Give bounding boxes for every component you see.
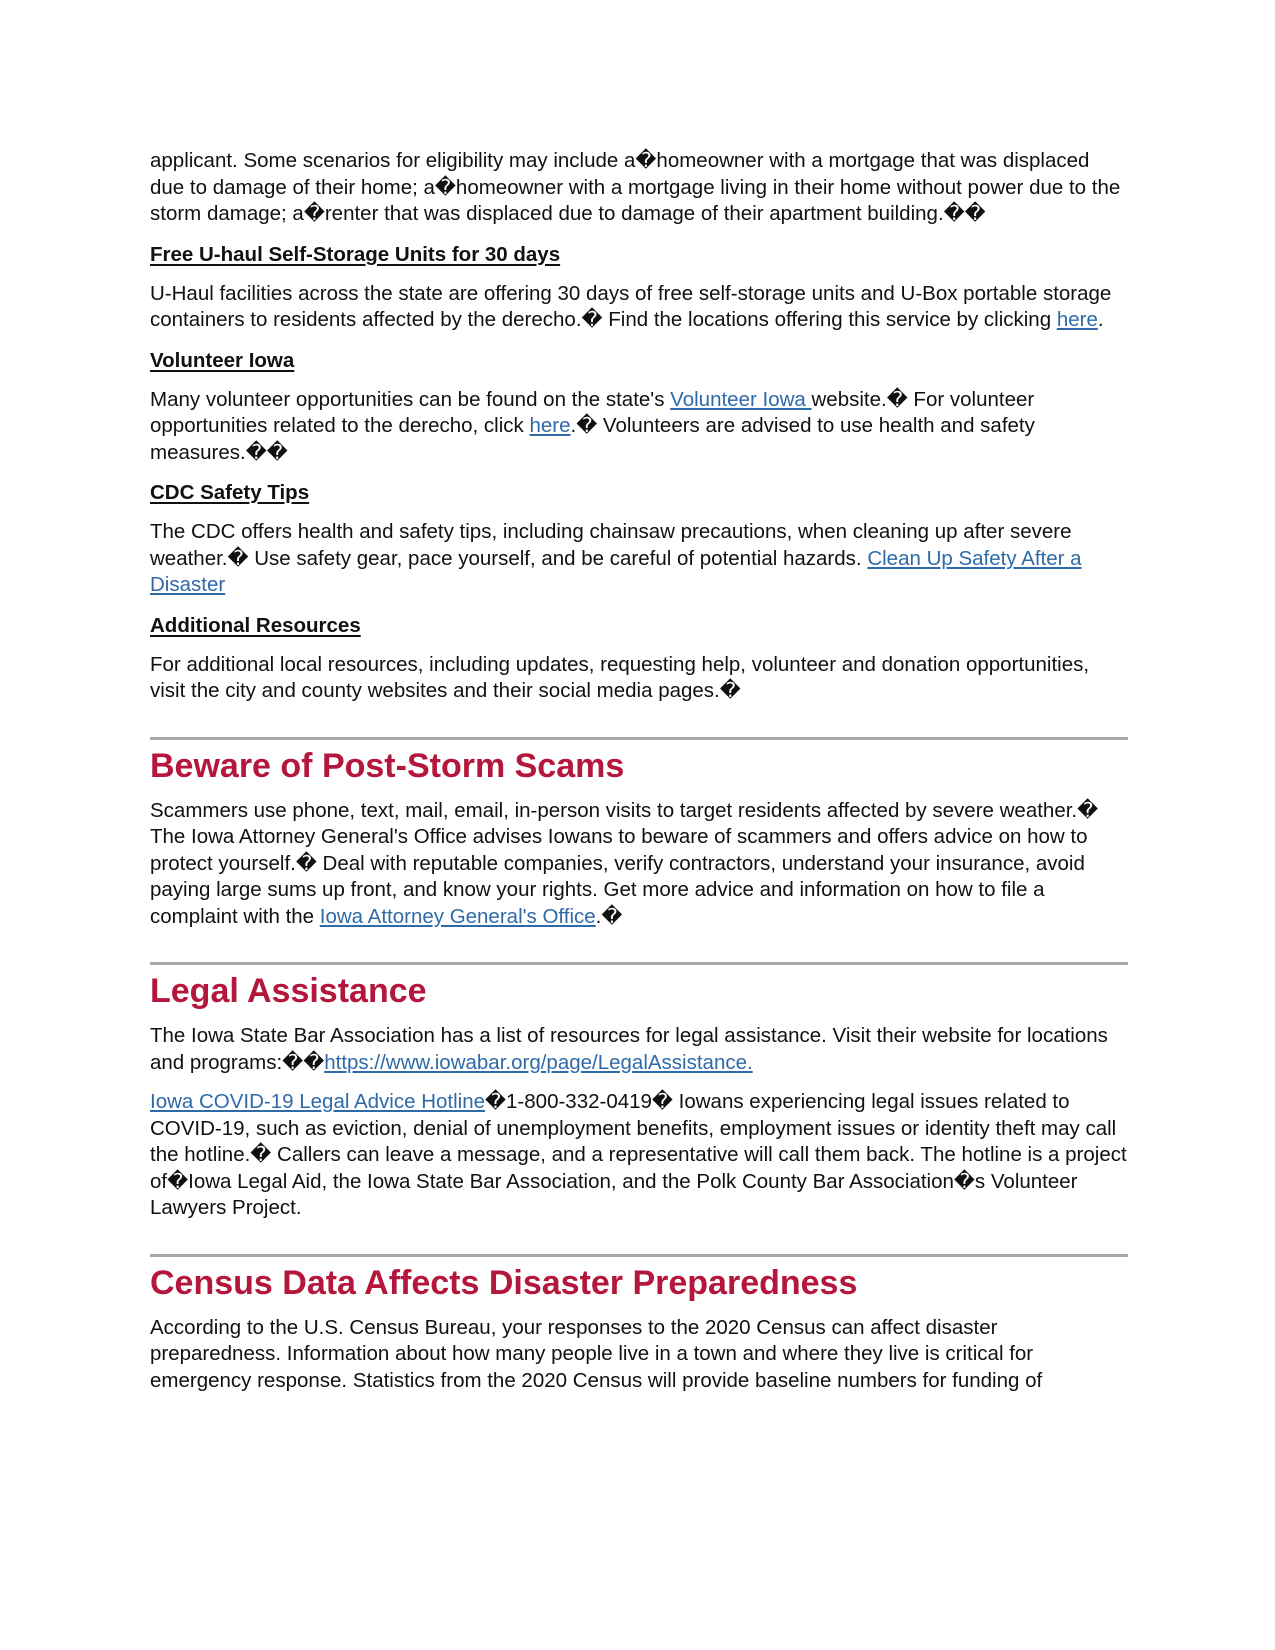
scams-text-end: .� [595,904,623,928]
legal-paragraph-2 [150,1089,1128,1222]
uhaul-here-link[interactable]: here [1056,308,1098,331]
volunteer-subheading: Volunteer Iowa [150,348,295,372]
volunteer-iowa-link[interactable]: Volunteer Iowa [670,387,812,411]
volunteer-paragraph [150,387,1128,467]
clean-up-safety-link[interactable]: Clean Up Safety After a Disaster [150,546,1082,596]
volunteer-text-1: Many volunteer opportunities can be found on the state's [150,387,671,411]
newsletter-page [150,148,1128,1394]
scams-paragraph [150,798,1128,931]
uhaul-paragraph [150,281,1128,334]
volunteer-text-3: .� Volunteers are advised to use health and safety measures.�� [150,414,1035,464]
covid-hotline-link[interactable]: Iowa COVID-19 Legal Advice Hotline [150,1090,486,1113]
legal-text-1: The Iowa State Bar Association has a list of resources for legal assistance. Visit their website for locations and programs:�� [150,1024,1108,1074]
legal-heading: Legal Assistance [150,972,427,1010]
volunteer-here-link[interactable]: here [529,414,571,437]
uhaul-text: U-Haul facilities across the state are offering 30 days of free self-storage units and U-Box portable storage containers to residents affected by the derecho.� Find the locations offering this service by clicking [150,281,1112,331]
intro-paragraph: applicant. Some scenarios for eligibility may include a�homeowner with a mortgage that was displaced due to damage of their home; a�homeowner with a mortgage living in their home without power due to the storm damage; a�renter that was displaced due to damage of their apartment building.�� [150,149,1121,225]
volunteer-text-2: website.� For volunteer opportunities related to the derecho, click [150,387,1035,437]
cdc-subheading: CDC Safety Tips [150,481,310,504]
scams-text: Scammers use phone, text, mail, email, in-person visits to target residents affected by severe weather.� The Iowa Attorney General's Office advises Iowans to beware of scammers and offers advice on how to protect yourself.� Deal with reputable companies, verify contractors, understand your insurance, avoid paying large sums up front, and know your rights. Get more advice and information on how to file a complaint with the [150,798,1099,928]
uhaul-subheading: Free U-haul Self-Storage Units for 30 days [150,242,561,266]
cdc-text: The CDC offers health and safety tips, including chainsaw precautions, when cleaning up after severe weather.� Use safety gear, pace yourself, and be careful of potential hazards. [150,520,1072,570]
census-paragraph: According to the U.S. Census Bureau, your responses to the 2020 Census can affect disaster preparedness. Information about how many people live in a town and where they live is critical for emergency response. Statistics from the 2020 Census will provide baseline numbers for funding of [150,1315,1043,1392]
scams-heading: Beware of Post-Storm Scams [150,746,625,785]
additional-paragraph: For additional local resources, including updates, requesting help, volunteer and donation opportunities, visit the city and county websites and their social media pages.� [150,652,1090,702]
legal-text-2: �1-800-332-0419� Iowans experiencing legal issues related to COVID-19, such as eviction, denial of unemployment benefits, employment issues or identity theft may call the hotline.� Callers can leave a message, and a representative will call them back. The hotline is a project of�Iowa Legal Aid, the Iowa State Bar Association, and the Polk County Bar Association�s Volunteer Lawyers Project. [150,1090,1127,1219]
attorney-general-link[interactable]: Iowa Attorney General's Office [319,904,596,928]
additional-subheading: Additional Resources [150,613,361,637]
iowabar-link[interactable]: https://www.iowabar.org/page/LegalAssistance. [324,1050,753,1074]
census-heading: Census Data Affects Disaster Preparedness [150,1263,858,1302]
uhaul-text-end: . [1097,308,1104,331]
legal-paragraph-1 [150,1023,1128,1076]
cdc-paragraph [150,519,1128,599]
